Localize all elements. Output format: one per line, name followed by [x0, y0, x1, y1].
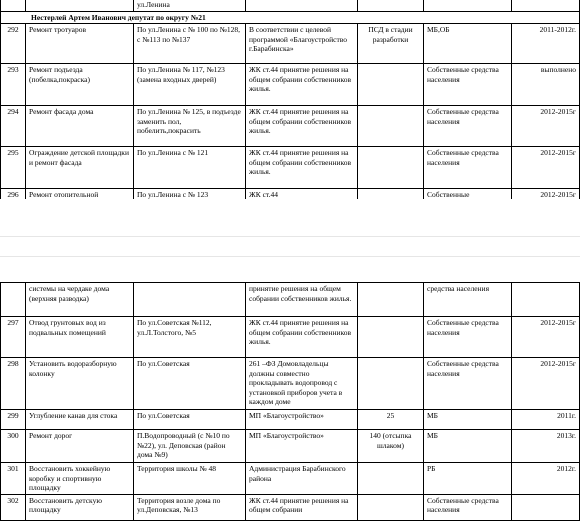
cell-address: Территория возле дома по ул.Деповская, №13 [134, 494, 246, 520]
page-divider-line [0, 256, 580, 257]
cell-period: 2012-2015г [512, 147, 580, 189]
works-table-top [0, 0, 580, 199]
table-row [1, 283, 580, 317]
cell-period [512, 494, 580, 520]
cell-funding-source: Собственные средства населения [424, 64, 512, 106]
cell-funding-source: средства населения [424, 283, 512, 317]
cell-work-name: системы на чердаке дома (верхняя разводка) [26, 283, 134, 317]
cell-funding-source: Собственные средства населения [424, 317, 512, 358]
cell-basis: ЖК ст.44 принятие решения на общем собрании собственников жилья. [246, 106, 358, 147]
cell-row-number: 295 [1, 147, 26, 189]
cell-period: 2011-2012г. [512, 24, 580, 64]
cell-row-number [1, 283, 26, 317]
cell-address: По ул.Ленина с № 100 по №128, с №113 по №137 [134, 24, 246, 64]
deputy-header-row [1, 11, 580, 24]
cell-work-name: Ограждение детской площадки и ремонт фасада [26, 147, 134, 189]
cell-address: По ул.Советская [134, 358, 246, 410]
table-row [1, 358, 580, 410]
cell-work-name: Ремонт фасада дома [26, 106, 134, 147]
cell-work-name: Восстановить хоккейную коробку и спортивную площадку [26, 463, 134, 495]
table-row [1, 317, 580, 358]
cell-status [358, 317, 424, 358]
cell-funding-source: Собственные средства населения [424, 106, 512, 147]
cell-status [358, 463, 424, 495]
cell-address [134, 283, 246, 317]
cell-period [512, 0, 580, 11]
cell-basis: ЖК ст.44 принятие решения на общем собрании собственников жилья. [246, 64, 358, 106]
cell-address: По ул.Ленина № 125, в подъезде заменить пол, побелить,покрасить [134, 106, 246, 147]
cell-work-name: Ремонт подъезда (побелка,покраска) [26, 64, 134, 106]
table-row [1, 410, 580, 430]
cell-work-name: Ремонт тротуаров [26, 24, 134, 64]
cell-status [358, 494, 424, 520]
table-row [1, 189, 580, 200]
cell-basis: Администрация Барабинского района [246, 463, 358, 495]
table-row [1, 494, 580, 520]
cell-basis: ЖК ст.44 принятие решения на общем собрании собственников жилья. [246, 147, 358, 189]
cell-work-name [26, 0, 134, 11]
cell-funding-source: МБ [424, 430, 512, 463]
table-row [1, 430, 580, 463]
cell-row-number: 294 [1, 106, 26, 147]
deputy-header: Нестерлей Артем Иванович депутат по округу №21 [1, 11, 580, 24]
cell-basis: МП «Благоустройство» [246, 430, 358, 463]
cell-status [358, 283, 424, 317]
cell-row-number: 299 [1, 410, 26, 430]
cell-period: 2012-2015г [512, 106, 580, 147]
cell-address: По ул.Советская [134, 410, 246, 430]
cell-funding-source: Собственные [424, 189, 512, 200]
cell-work-name: Ремонт дорог [26, 430, 134, 463]
cell-status [358, 189, 424, 200]
table-page-top [0, 0, 580, 199]
cell-period: 2013г. [512, 430, 580, 463]
cell-basis: принятие решения на общем собрании собственников жилья. [246, 283, 358, 317]
cell-period: выполнено [512, 64, 580, 106]
cell-row-number: 300 [1, 430, 26, 463]
cell-funding-source: Собственные средства населения [424, 358, 512, 410]
cell-row-number: 298 [1, 358, 26, 410]
cell-work-name: Восстановить детскую площадку [26, 494, 134, 520]
cell-basis: ЖК ст.44 принятие решения на общем собрании собственников жилья. [246, 317, 358, 358]
cell-status [358, 64, 424, 106]
cell-funding-source: МБ,ОБ [424, 24, 512, 64]
cell-funding-source: Собственные средства населения [424, 494, 512, 520]
cell-work-name: Ремонт отопительной [26, 189, 134, 200]
cell-row-number: 292 [1, 24, 26, 64]
cell-status [358, 147, 424, 189]
table-row [1, 463, 580, 495]
cell-period: 2012-2015г [512, 317, 580, 358]
table-row [1, 106, 580, 147]
cell-funding-source: РБ [424, 463, 512, 495]
cell-status [358, 0, 424, 11]
cell-basis: 261 –ФЗ Домовладельцы должны совместно прокладывать водопровод с установкой приборов учета в каждом доме [246, 358, 358, 410]
cell-row-number: 302 [1, 494, 26, 520]
cell-address: По ул.Ленина с № 123 [134, 189, 246, 200]
cell-address: Территория школы № 48 [134, 463, 246, 495]
cell-period [512, 283, 580, 317]
cell-status: 140 (отсыпка шлаком) [358, 430, 424, 463]
table-page-bottom [0, 282, 580, 530]
table-row [1, 0, 580, 11]
cell-row-number [1, 0, 26, 11]
cell-address: По ул.Советская №112, ул.Л.Толстого, №5 [134, 317, 246, 358]
cell-row-number: 301 [1, 463, 26, 495]
works-table-bottom [0, 282, 580, 521]
cell-row-number: 296 [1, 189, 26, 200]
cell-period: 2012-2015г [512, 358, 580, 410]
cell-address: П.Водопроводный (с №10 по №22), ул. Деповская (район дома №9) [134, 430, 246, 463]
page-divider-line [0, 236, 580, 237]
cell-work-name: Отвод грунтовых вод из подвальных помещений [26, 317, 134, 358]
cell-status [358, 358, 424, 410]
cell-work-name: Установить водоразборную колонку [26, 358, 134, 410]
cell-period: 2012г. [512, 463, 580, 495]
cell-status: ПСД в стадии разработки [358, 24, 424, 64]
cell-address: ул.Ленина [134, 0, 246, 11]
cell-basis: ЖК ст.44 [246, 189, 358, 200]
cell-funding-source [424, 0, 512, 11]
cell-work-name: Углубление канав для стока [26, 410, 134, 430]
cell-address: По ул.Ленина № 117, №123 (замена входных дверей) [134, 64, 246, 106]
table-row [1, 64, 580, 106]
cell-status: 25 [358, 410, 424, 430]
cell-address: По ул.Ленина с № 121 [134, 147, 246, 189]
cell-funding-source: Собственные средства населения [424, 147, 512, 189]
cell-basis: В соответствии с целевой программой «Благоустройство г.Барабинска» [246, 24, 358, 64]
cell-basis: ЖК ст.44 принятие решения на общем собрании [246, 494, 358, 520]
cell-row-number: 297 [1, 317, 26, 358]
cell-funding-source: МБ [424, 410, 512, 430]
cell-row-number: 293 [1, 64, 26, 106]
cell-basis [246, 0, 358, 11]
cell-period: 2011г. [512, 410, 580, 430]
cell-basis: МП «Благоустройство» [246, 410, 358, 430]
table-row [1, 147, 580, 189]
cell-period: 2012-2015г [512, 189, 580, 200]
table-row [1, 24, 580, 64]
cell-status [358, 106, 424, 147]
